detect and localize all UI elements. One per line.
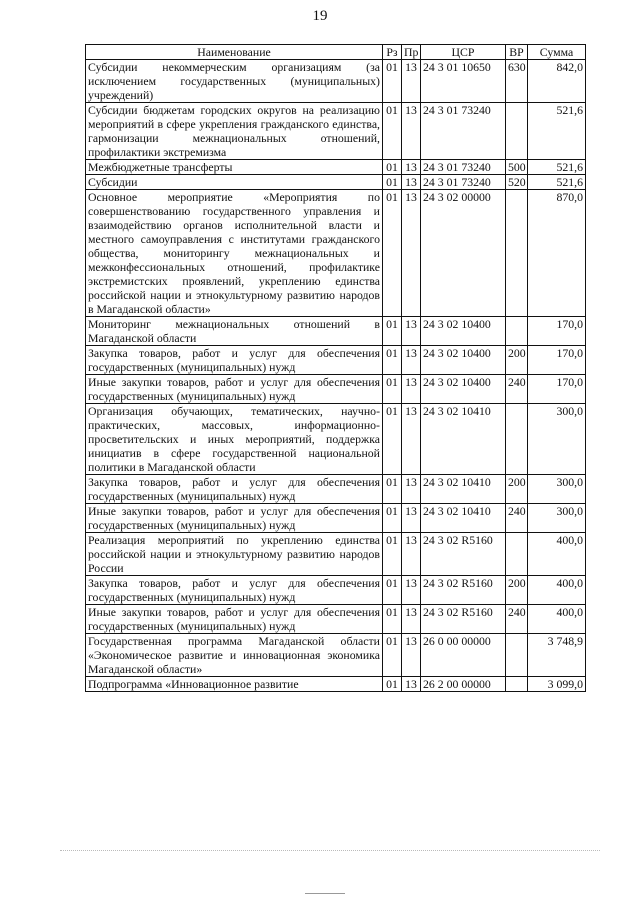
row-rz: 01	[383, 504, 402, 533]
table-row	[86, 634, 586, 677]
row-pr: 13	[402, 404, 421, 475]
row-vr: 200	[506, 576, 528, 605]
row-vr: 240	[506, 375, 528, 404]
row-rz: 01	[383, 160, 402, 175]
row-name: Субсидии	[86, 175, 383, 190]
row-pr: 13	[402, 317, 421, 346]
row-vr	[506, 533, 528, 576]
table-row	[86, 504, 586, 533]
row-pr: 13	[402, 677, 421, 692]
row-rz: 01	[383, 346, 402, 375]
row-name: Реализация мероприятий по укреплению единства российской нации и этнокультурному развитию народов России	[86, 533, 383, 576]
header-vr: ВР	[506, 45, 528, 60]
row-name: Мониторинг межнациональных отношений в Магаданской области	[86, 317, 383, 346]
row-sum: 3 099,0	[528, 677, 586, 692]
row-csr: 24 3 02 10410	[421, 404, 506, 475]
row-pr: 13	[402, 475, 421, 504]
scan-dotted-line	[60, 850, 600, 852]
table-row	[86, 605, 586, 634]
row-vr	[506, 677, 528, 692]
table-row	[86, 677, 586, 692]
header-csr: ЦСР	[421, 45, 506, 60]
row-vr: 630	[506, 60, 528, 103]
row-pr: 13	[402, 103, 421, 160]
row-csr: 24 3 01 73240	[421, 175, 506, 190]
row-name: Межбюджетные трансферты	[86, 160, 383, 175]
row-vr: 500	[506, 160, 528, 175]
row-name: Иные закупки товаров, работ и услуг для обеспечения государственных (муниципальных) нужд	[86, 504, 383, 533]
row-csr: 24 3 01 73240	[421, 103, 506, 160]
header-sum: Сумма	[528, 45, 586, 60]
header-rz: Рз	[383, 45, 402, 60]
row-sum: 400,0	[528, 533, 586, 576]
row-sum: 3 748,9	[528, 634, 586, 677]
row-rz: 01	[383, 404, 402, 475]
row-sum: 300,0	[528, 475, 586, 504]
row-sum: 300,0	[528, 504, 586, 533]
row-vr	[506, 634, 528, 677]
row-sum: 400,0	[528, 605, 586, 634]
row-sum: 170,0	[528, 317, 586, 346]
row-csr: 24 3 02 10410	[421, 504, 506, 533]
row-vr	[506, 190, 528, 317]
row-vr	[506, 103, 528, 160]
row-sum: 400,0	[528, 576, 586, 605]
row-pr: 13	[402, 375, 421, 404]
row-rz: 01	[383, 317, 402, 346]
row-pr: 13	[402, 60, 421, 103]
row-sum: 521,6	[528, 175, 586, 190]
table-row	[86, 175, 586, 190]
row-sum: 870,0	[528, 190, 586, 317]
row-rz: 01	[383, 190, 402, 317]
row-pr: 13	[402, 504, 421, 533]
row-csr: 24 3 02 10400	[421, 317, 506, 346]
table-row	[86, 103, 586, 160]
table-body	[86, 60, 586, 692]
row-name: Субсидии бюджетам городских округов на реализацию мероприятий в сфере укрепления гражданского единства, гармонизации межнациональных отношений, профилактики экстремизма	[86, 103, 383, 160]
row-pr: 13	[402, 634, 421, 677]
table-row	[86, 533, 586, 576]
row-vr: 200	[506, 475, 528, 504]
row-csr: 24 3 02 10400	[421, 346, 506, 375]
table-row	[86, 346, 586, 375]
table-row	[86, 160, 586, 175]
row-rz: 01	[383, 533, 402, 576]
budget-table	[85, 44, 586, 692]
row-csr: 24 3 02 10410	[421, 475, 506, 504]
row-sum: 170,0	[528, 346, 586, 375]
row-rz: 01	[383, 605, 402, 634]
row-name: Субсидии некоммерческим организациям (за исключением государственных (муниципальных) учреждений)	[86, 60, 383, 103]
row-rz: 01	[383, 60, 402, 103]
row-pr: 13	[402, 605, 421, 634]
row-rz: 01	[383, 375, 402, 404]
row-sum: 521,6	[528, 103, 586, 160]
page-number: 19	[312, 8, 328, 24]
row-vr: 240	[506, 504, 528, 533]
row-sum: 300,0	[528, 404, 586, 475]
header-row	[86, 45, 586, 60]
table-row	[86, 60, 586, 103]
row-vr: 200	[506, 346, 528, 375]
table-row	[86, 475, 586, 504]
row-rz: 01	[383, 634, 402, 677]
row-name: Подпрограмма «Инновационное развитие	[86, 677, 383, 692]
table-row	[86, 190, 586, 317]
row-vr	[506, 404, 528, 475]
row-name: Основное мероприятие «Мероприятия по совершенствованию государственного управления и взаимодействию органов исполнительной власти и местного самоуправления с институтами гражданского общества, мониторингу межнациональных и межконфессиональных отношений, профилактике экстремистских проявлений, укреплению единства российской нации и этнокультурному развитию народов в Магаданской области»	[86, 190, 383, 317]
table-header	[86, 45, 586, 60]
row-csr: 24 3 02 10400	[421, 375, 506, 404]
row-name: Закупка товаров, работ и услуг для обеспечения государственных (муниципальных) нужд	[86, 576, 383, 605]
row-name: Иные закупки товаров, работ и услуг для обеспечения государственных (муниципальных) нужд	[86, 375, 383, 404]
row-pr: 13	[402, 190, 421, 317]
row-csr: 24 3 02 00000	[421, 190, 506, 317]
row-rz: 01	[383, 677, 402, 692]
row-rz: 01	[383, 576, 402, 605]
row-csr: 26 0 00 00000	[421, 634, 506, 677]
row-sum: 842,0	[528, 60, 586, 103]
row-name: Организация обучающих, тематических, научно-практических, массовых, информационно-просветительских и иных мероприятий, поддержка инициатив в сфере государственной национальной политики в Магаданской области	[86, 404, 383, 475]
row-name: Закупка товаров, работ и услуг для обеспечения государственных (муниципальных) нужд	[86, 475, 383, 504]
header-name: Наименование	[86, 45, 383, 60]
row-name: Государственная программа Магаданской области «Экономическое развитие и инновационная экономика Магаданской области»	[86, 634, 383, 677]
row-rz: 01	[383, 103, 402, 160]
row-name: Иные закупки товаров, работ и услуг для обеспечения государственных (муниципальных) нужд	[86, 605, 383, 634]
row-csr: 26 2 00 00000	[421, 677, 506, 692]
row-pr: 13	[402, 346, 421, 375]
row-csr: 24 3 02 R5160	[421, 576, 506, 605]
row-csr: 24 3 01 73240	[421, 160, 506, 175]
row-pr: 13	[402, 160, 421, 175]
table-row	[86, 576, 586, 605]
row-csr: 24 3 02 R5160	[421, 533, 506, 576]
header-pr: Пр	[402, 45, 421, 60]
row-pr: 13	[402, 533, 421, 576]
row-name: Закупка товаров, работ и услуг для обеспечения государственных (муниципальных) нужд	[86, 346, 383, 375]
row-sum: 521,6	[528, 160, 586, 175]
row-csr: 24 3 02 R5160	[421, 605, 506, 634]
row-csr: 24 3 01 10650	[421, 60, 506, 103]
table-row	[86, 317, 586, 346]
table-row	[86, 404, 586, 475]
row-pr: 13	[402, 175, 421, 190]
scan-mark	[305, 893, 345, 894]
row-rz: 01	[383, 475, 402, 504]
row-vr: 240	[506, 605, 528, 634]
row-vr	[506, 317, 528, 346]
row-rz: 01	[383, 175, 402, 190]
table-row	[86, 375, 586, 404]
row-vr: 520	[506, 175, 528, 190]
row-pr: 13	[402, 576, 421, 605]
row-sum: 170,0	[528, 375, 586, 404]
